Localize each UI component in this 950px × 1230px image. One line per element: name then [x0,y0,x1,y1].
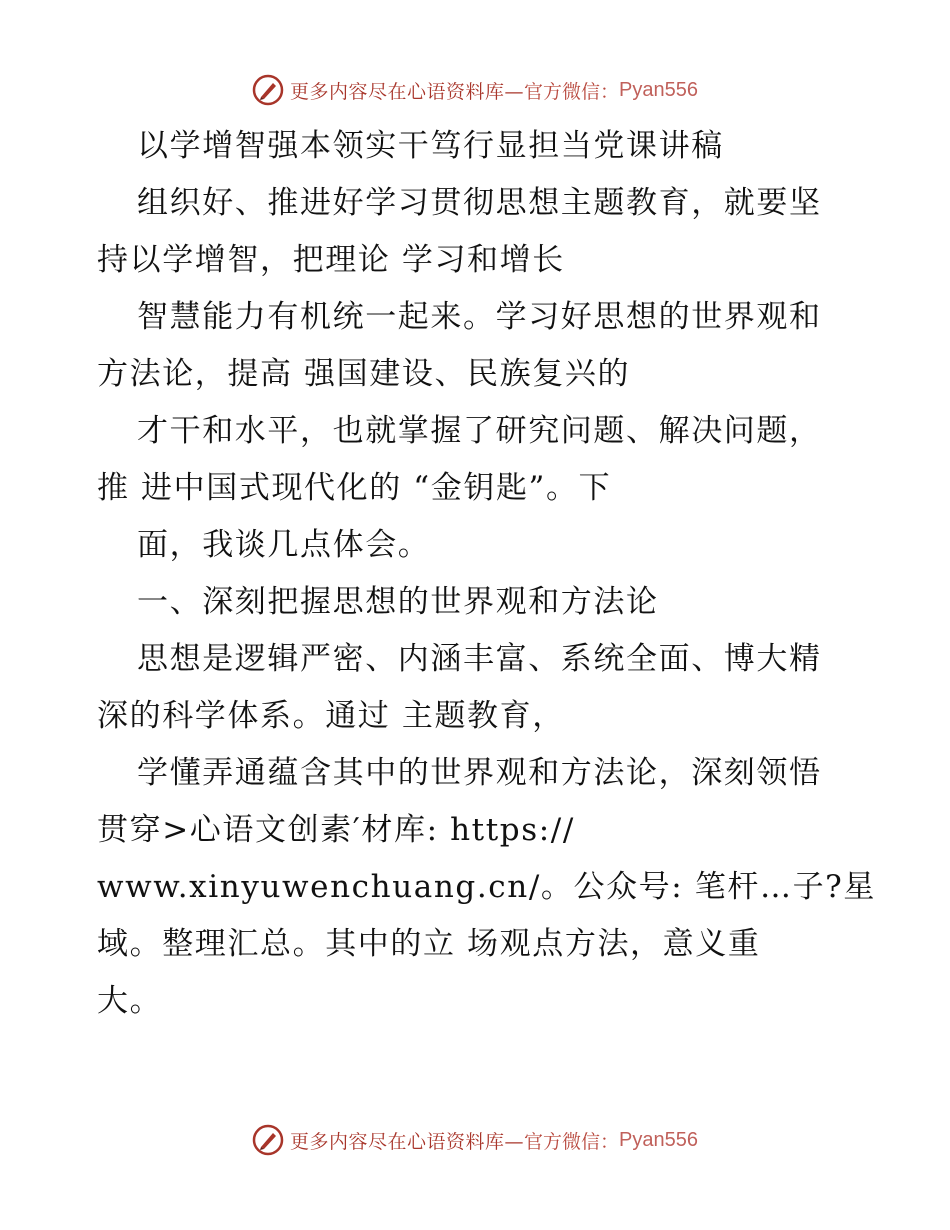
paragraph-line: www.xinyuwenchuang.cn/。公众号: 笔杆…子?星 [97,869,876,905]
paragraph-line: 学懂弄通蕴含其中的世界观和方法论，深刻领悟 [137,755,822,791]
paragraph-line: 智慧能力有机统一起来。学习好思想的世界观和 [137,299,822,335]
banner-wechat-id: Pyan556 [619,1128,698,1151]
document-title: 以学增智强本领实干笃行显担当党课讲稿 [137,128,724,164]
paragraph-line: 域。整理汇总。其中的立 场观点方法，意义重 [97,926,761,962]
pen-logo-icon [252,74,284,106]
paragraph-line: 推 进中国式现代化的 “金钥匙”。下 [97,470,612,506]
banner-wechat-label: 官方微信： [524,80,620,103]
banner-main-text: 更多内容尽在心语资料库— [290,1130,525,1153]
paragraph-line: 方法论，提高 强国建设、民族复兴的 [97,356,631,392]
paragraph-line: 面，我谈几点体会。 [137,527,431,563]
paragraph-line: 深的科学体系。通过 主题教育， [97,698,565,734]
banner-wechat-id: Pyan556 [619,78,698,101]
paragraph-line: 大。 [97,983,163,1019]
paragraph-line: 持以学增智，把理论 学习和增长 [97,242,565,278]
paragraph-line: 贯穿>心语文创素′材库: https:// [97,812,575,848]
header-banner [0,70,950,110]
paragraph-line: 才干和水平，也就掌握了研究问题、解决问题， [137,413,822,449]
paragraph-line: 思想是逻辑严密、内涵丰富、系统全面、博大精 [137,641,822,677]
paragraph-line: 组织好、推进好学习贯彻思想主题教育，就要坚 [137,185,822,221]
footer-banner [0,1120,950,1160]
banner-wechat-label: 官方微信： [524,1130,620,1153]
section-heading: 一、深刻把握思想的世界观和方法论 [137,584,659,620]
pen-logo-icon [252,1124,284,1156]
document-body [97,118,876,1030]
banner-main-text: 更多内容尽在心语资料库— [290,80,525,103]
